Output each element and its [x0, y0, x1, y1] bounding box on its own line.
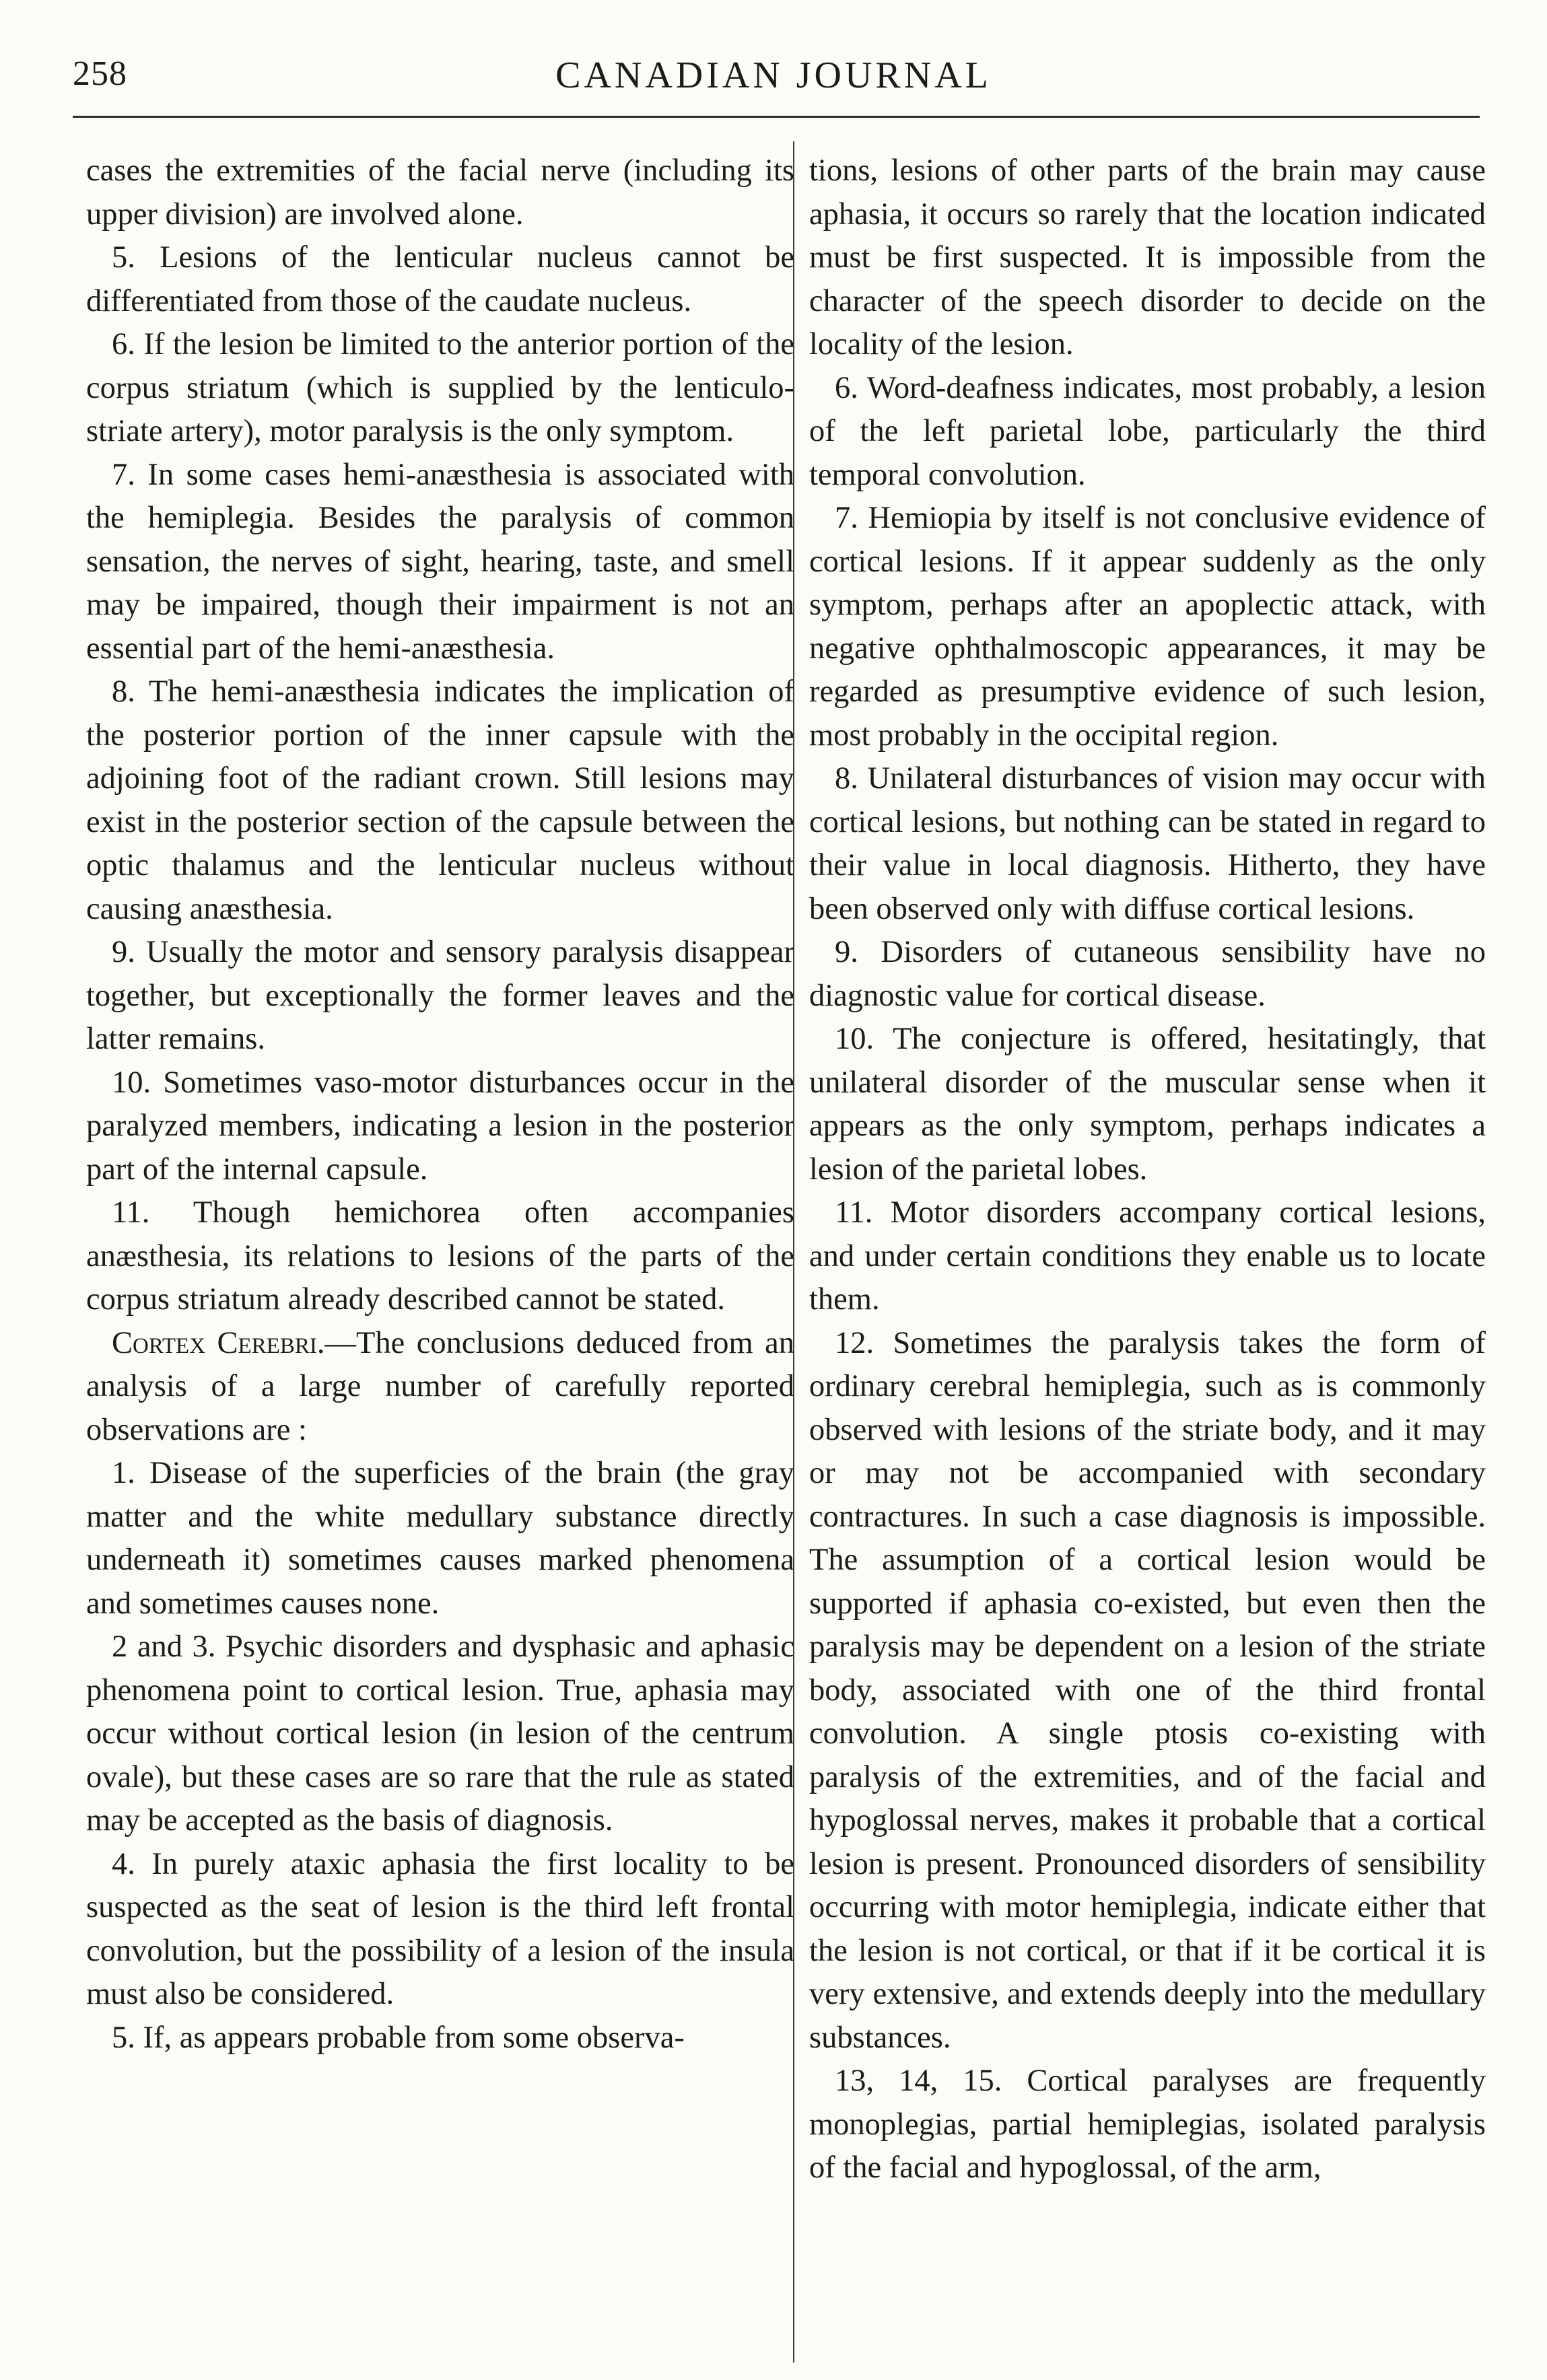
header-rule — [73, 116, 1480, 118]
left-column — [86, 149, 794, 2060]
section-paragraph: Cortex Cerebri.—The conclusions deduced from an analysis of a large number of carefully reported observations are : — [86, 1325, 795, 1447]
paragraph: 9. Usually the motor and sensory paralysis disappear together, but exceptionally the former leaves and the latter remains. — [86, 935, 794, 1056]
paragraph: 6. Word-deafness indicates, most probably, a lesion of the left parietal lobe, particularly the third temporal convolution. — [809, 370, 1486, 492]
paragraph: tions, lesions of other parts of the brain may cause aphasia, it occurs so rarely that the location indicated must be first suspected. It is impossible from the character of the speech disorder to decide on the locality of the lesion. — [809, 153, 1486, 361]
paragraph: 2 and 3. Psychic disorders and dysphasic and aphasic phenomena point to cortical lesion. True, aphasia may occur without cortical lesion (in lesion of the centrum ovale), but these cases are so rare that the rule as stated may be accepted as the basis of diagnosis. — [86, 1630, 794, 1838]
paragraph: 4. In purely ataxic aphasia the first locality to be suspected as the seat of lesion is the third left frontal convolution, but the possibility of a lesion of the insula must also be considered. — [86, 1846, 794, 2011]
paragraph: 12. Sometimes the paralysis takes the form of ordinary cerebral hemiplegia, such as is commonly observed with lesions of the striate body, and it may or may not be accompanied with secondary contractures. In such a case diagnosis is impossible. The assumption of a cortical lesion would be supported if aphasia co-existed, but even then the paralysis may be dependent on a lesion of the striate body, associated with one of the third frontal convolution. A single ptosis co-existing with paralysis of the extremities, and of the facial and hypoglossal nerves, makes it probable that a cortical lesion is present. Pronounced disorders of sensibility occurring with motor hemiplegia, indicate either that the lesion is not cortical, or that if it be cortical it is very extensive, and extends deeply into the medullary substances. — [809, 1325, 1486, 2055]
paragraph: 7. Hemiopia by itself is not conclusive evidence of cortical lesions. If it appear suddenly as the only symptom, perhaps after an apoplectic attack, with negative ophthalmoscopic appearances, it may be regarded as presumptive evidence of such lesion, most probably in the occipital region. — [809, 501, 1486, 753]
paragraph: 13, 14, 15. Cortical paralyses are frequently monoplegias, partial hemiplegias, isolated paralysis of the facial and hypoglossal, of the arm, — [809, 2064, 1486, 2185]
paragraph: 11. Though hemichorea often accompanies anæsthesia, its relations to lesions of the parts of the corpus striatum already described cannot be stated. — [86, 1195, 794, 1317]
paragraph: 9. Disorders of cutaneous sensibility have no diagnostic value for cortical disease. — [809, 935, 1486, 1013]
paragraph: 7. In some cases hemi-anæsthesia is associated with the hemiplegia. Besides the paralysis of common sensation, the nerves of sight, hearing, taste, and smell may be impaired, though their impairment is not an essential part of the hemi-anæsthesia. — [86, 457, 794, 666]
paragraph: cases the extremities of the facial nerve (including its upper division) are involved alone. — [86, 153, 794, 232]
paragraph: 10. The conjecture is offered, hesitatingly, that unilateral disorder of the muscular sense when it appears as the only symptom, perhaps indicates a lesion of the parietal lobes. — [809, 1022, 1486, 1187]
paragraph: 8. The hemi-anæsthesia indicates the implication of the posterior portion of the inner capsule with the adjoining foot of the radiant crown. Still lesions may exist in the posterior section of the capsule between the optic thalamus and the lenticular nucleus without causing anæsthesia. — [86, 674, 794, 926]
paragraph: 11. Motor disorders accompany cortical lesions, and under certain conditions they enable us to locate them. — [809, 1195, 1486, 1317]
paragraph: 10. Sometimes vaso-motor disturbances occur in the paralyzed members, indicating a lesion in the posterior part of the internal capsule. — [86, 1065, 794, 1187]
paragraph: 5. Lesions of the lenticular nucleus cannot be differentiated from those of the caudate nucleus. — [86, 240, 794, 318]
page-number: 258 — [73, 55, 127, 93]
paragraph: 1. Disease of the superficies of the brain (the gray matter and the white medullary substance directly underneath it) sometimes causes marked phenomena and sometimes causes none. — [86, 1456, 794, 1621]
paragraph: 6. If the lesion be limited to the anterior portion of the corpus striatum (which is supplied by the lenticulo-striate artery), motor paralysis is the only symptom. — [86, 327, 794, 448]
section-heading: Cortex Cerebri. — [112, 1325, 325, 1360]
right-column — [809, 149, 1486, 2190]
paragraph: 8. Unilateral disturbances of vision may occur with cortical lesions, but nothing can be stated in regard to their value in local diagnosis. Hitherto, they have been observed only with diffuse cortical lesions. — [809, 761, 1486, 926]
column-divider — [793, 141, 794, 2362]
paragraph: 5. If, as appears probable from some observa- — [112, 2020, 685, 2055]
running-title: CANADIAN JOURNAL — [555, 55, 992, 96]
